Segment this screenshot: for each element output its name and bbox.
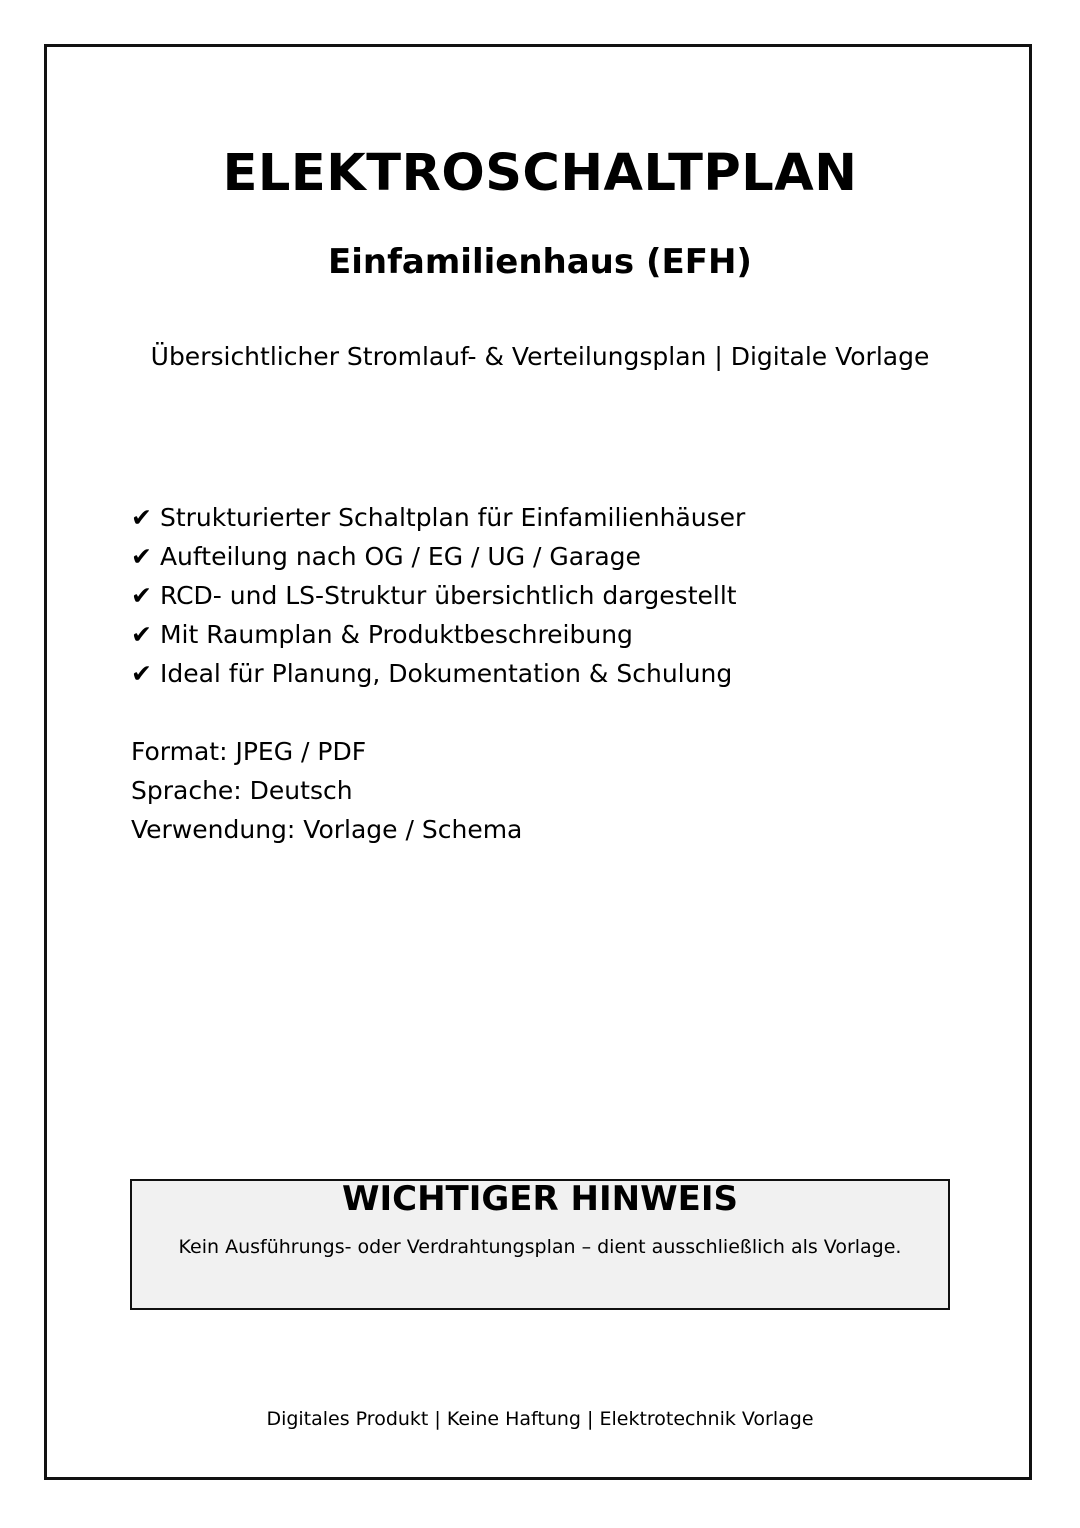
footer-text: Digitales Produkt | Keine Haftung | Elektrotechnik Vorlage: [266, 1408, 814, 1430]
feature-text: Ideal für Planung, Dokumentation & Schulung: [159, 659, 733, 688]
feature-item: [131, 615, 745, 654]
notice-box: [130, 1179, 950, 1310]
meta-usage: Verwendung: Vorlage / Schema: [131, 815, 523, 844]
checkmark-icon: ✔: [131, 620, 152, 649]
checkmark-icon: ✔: [131, 659, 152, 688]
feature-item: [131, 498, 745, 537]
product-meta: [131, 732, 522, 849]
notice-text: Kein Ausführungs- oder Verdrahtungsplan – dient ausschließlich als Vorlage.: [178, 1236, 902, 1258]
feature-text: Strukturierter Schaltplan für Einfamilienhäuser: [159, 503, 746, 532]
feature-item: [131, 654, 745, 693]
document-tagline: Übersichtlicher Stromlauf- & Verteilungsplan | Digitale Vorlage: [150, 342, 930, 371]
meta-format: Format: JPEG / PDF: [131, 737, 367, 766]
document-title: ELEKTROSCHALTPLAN: [222, 144, 858, 203]
feature-item: [131, 576, 745, 615]
feature-item: [131, 537, 745, 576]
meta-language: Sprache: Deutsch: [131, 776, 353, 805]
feature-list: [131, 498, 745, 693]
feature-text: Mit Raumplan & Produktbeschreibung: [159, 620, 633, 649]
checkmark-icon: ✔: [131, 503, 152, 532]
feature-text: Aufteilung nach OG / EG / UG / Garage: [159, 542, 641, 571]
feature-text: RCD- und LS-Struktur übersichtlich dargestellt: [159, 581, 737, 610]
document-subtitle: Einfamilienhaus (EFH): [328, 242, 752, 282]
checkmark-icon: ✔: [131, 581, 152, 610]
notice-title: WICHTIGER HINWEIS: [342, 1179, 738, 1219]
checkmark-icon: ✔: [131, 542, 152, 571]
